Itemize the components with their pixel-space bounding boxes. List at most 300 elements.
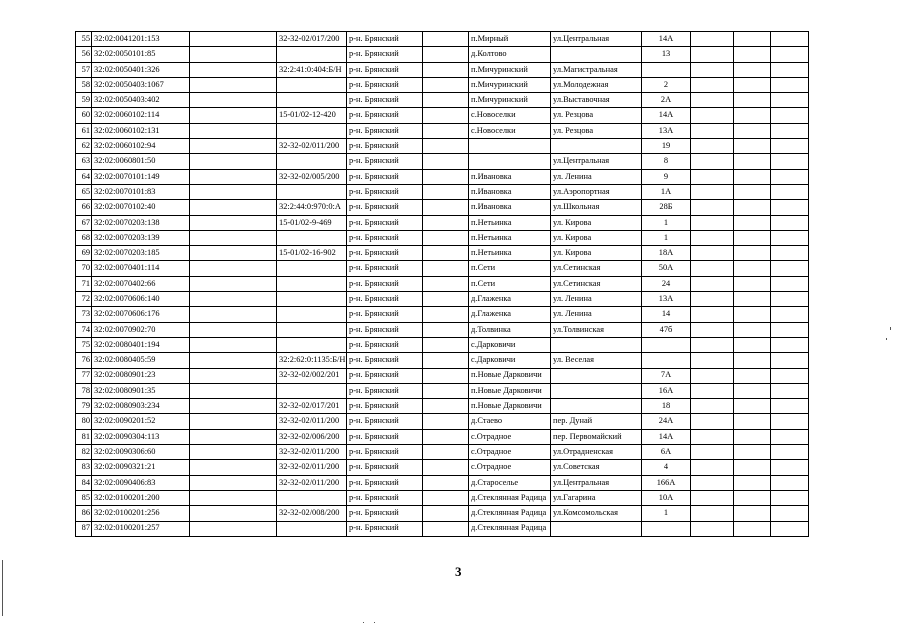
street-cell: ул.Магистральная — [551, 62, 642, 77]
col-empty-5-cell — [771, 261, 809, 276]
col-empty-5-cell — [771, 47, 809, 62]
col-empty-2-cell — [423, 368, 469, 383]
col-empty-1-cell — [190, 292, 277, 307]
registration-number-cell: 32-32-02/017/201 — [277, 399, 347, 414]
col-empty-3-cell — [691, 445, 734, 460]
col-empty-1-cell — [190, 276, 277, 291]
col-empty-4-cell — [734, 123, 771, 138]
house-number-cell: 10А — [642, 490, 691, 505]
col-empty-2-cell — [423, 399, 469, 414]
row-number-cell: 85 — [76, 490, 92, 505]
col-empty-1-cell — [190, 506, 277, 521]
col-empty-4-cell — [734, 246, 771, 261]
col-empty-3-cell — [691, 169, 734, 184]
street-cell — [551, 139, 642, 154]
col-empty-2-cell — [423, 184, 469, 199]
col-empty-2-cell — [423, 445, 469, 460]
col-empty-1-cell — [190, 47, 277, 62]
settlement-cell — [469, 139, 551, 154]
row-number-cell: 62 — [76, 139, 92, 154]
col-empty-4-cell — [734, 429, 771, 444]
registration-number-cell — [277, 230, 347, 245]
cadastral-number-cell: 32:02:0060801:50 — [92, 154, 190, 169]
cadastral-number-cell: 32:02:0090304:113 — [92, 429, 190, 444]
col-empty-1-cell — [190, 62, 277, 77]
col-empty-5-cell — [771, 32, 809, 47]
table-row — [76, 215, 809, 230]
house-number-cell: 50А — [642, 261, 691, 276]
district-cell: р-н. Брянский — [347, 77, 423, 92]
page-number: 3 — [455, 564, 462, 579]
house-number-cell: 4 — [642, 460, 691, 475]
col-empty-5-cell — [771, 307, 809, 322]
col-empty-5-cell — [771, 490, 809, 505]
street-cell — [551, 399, 642, 414]
table-row — [76, 460, 809, 475]
col-empty-4-cell — [734, 62, 771, 77]
table-row — [76, 246, 809, 261]
street-cell — [551, 337, 642, 352]
house-number-cell: 47б — [642, 322, 691, 337]
settlement-cell: с.Дарковичи — [469, 337, 551, 352]
col-empty-3-cell — [691, 246, 734, 261]
row-number-cell: 56 — [76, 47, 92, 62]
house-number-cell — [642, 62, 691, 77]
registration-number-cell: 15-01/02-9-469 — [277, 215, 347, 230]
street-cell: ул.Сетинская — [551, 261, 642, 276]
street-cell: пер. Дунай — [551, 414, 642, 429]
table-body — [76, 32, 809, 537]
house-number-cell: 1 — [642, 215, 691, 230]
settlement-cell: д.Глаженка — [469, 292, 551, 307]
street-cell: ул.Школьная — [551, 200, 642, 215]
house-number-cell: 14А — [642, 429, 691, 444]
row-number-cell: 77 — [76, 368, 92, 383]
col-empty-4-cell — [734, 445, 771, 460]
house-number-cell: 2 — [642, 77, 691, 92]
settlement-cell: с.Дарковичи — [469, 353, 551, 368]
col-empty-4-cell — [734, 261, 771, 276]
col-empty-4-cell — [734, 337, 771, 352]
col-empty-4-cell — [734, 276, 771, 291]
col-empty-4-cell — [734, 490, 771, 505]
row-number-cell: 86 — [76, 506, 92, 521]
district-cell: р-н. Брянский — [347, 93, 423, 108]
scan-speck — [374, 622, 375, 623]
cadastral-number-cell: 32:02:0050403:1067 — [92, 77, 190, 92]
settlement-cell: п.Мичуринский — [469, 93, 551, 108]
col-empty-2-cell — [423, 276, 469, 291]
col-empty-5-cell — [771, 108, 809, 123]
cadastral-number-cell: 32:02:0100201:256 — [92, 506, 190, 521]
cadastral-number-cell: 32:02:0080901:23 — [92, 368, 190, 383]
col-empty-1-cell — [190, 445, 277, 460]
col-empty-1-cell — [190, 353, 277, 368]
house-number-cell: 13 — [642, 47, 691, 62]
settlement-cell: с.Отрадное — [469, 429, 551, 444]
col-empty-1-cell — [190, 307, 277, 322]
settlement-cell: п.Нетьинка — [469, 215, 551, 230]
district-cell: р-н. Брянский — [347, 276, 423, 291]
street-cell: ул. Резцова — [551, 123, 642, 138]
col-empty-3-cell — [691, 490, 734, 505]
house-number-cell — [642, 353, 691, 368]
col-empty-2-cell — [423, 353, 469, 368]
col-empty-5-cell — [771, 445, 809, 460]
district-cell: р-н. Брянский — [347, 215, 423, 230]
col-empty-2-cell — [423, 77, 469, 92]
table-row — [76, 230, 809, 245]
district-cell: р-н. Брянский — [347, 200, 423, 215]
col-empty-4-cell — [734, 169, 771, 184]
settlement-cell: п.Мирный — [469, 32, 551, 47]
registration-number-cell: 32:2:44:0:970:0:А — [277, 200, 347, 215]
settlement-cell: д.Толвинка — [469, 322, 551, 337]
district-cell: р-н. Брянский — [347, 169, 423, 184]
cadastral-number-cell: 32:02:0070606:176 — [92, 307, 190, 322]
table-row — [76, 475, 809, 490]
street-cell — [551, 368, 642, 383]
col-empty-2-cell — [423, 169, 469, 184]
col-empty-5-cell — [771, 215, 809, 230]
scan-speck — [363, 622, 364, 623]
settlement-cell: с.Отрадное — [469, 445, 551, 460]
col-empty-1-cell — [190, 200, 277, 215]
col-empty-3-cell — [691, 123, 734, 138]
settlement-cell: д.Глаженка — [469, 307, 551, 322]
street-cell: ул. Веселая — [551, 353, 642, 368]
house-number-cell: 24А — [642, 414, 691, 429]
row-number-cell: 66 — [76, 200, 92, 215]
registration-number-cell: 32-32-02/002/201 — [277, 368, 347, 383]
registration-number-cell: 32:2:41:0:404:Б/Н — [277, 62, 347, 77]
col-empty-5-cell — [771, 200, 809, 215]
house-number-cell: 28Б — [642, 200, 691, 215]
col-empty-2-cell — [423, 307, 469, 322]
house-number-cell: 8 — [642, 154, 691, 169]
registration-number-cell: 32-32-02/008/200 — [277, 506, 347, 521]
table-row — [76, 429, 809, 444]
row-number-cell: 59 — [76, 93, 92, 108]
house-number-cell: 1 — [642, 230, 691, 245]
registration-number-cell — [277, 490, 347, 505]
col-empty-1-cell — [190, 139, 277, 154]
settlement-cell: д.Колтово — [469, 47, 551, 62]
settlement-cell: п.Мичуринский — [469, 77, 551, 92]
col-empty-2-cell — [423, 383, 469, 398]
cadastral-number-cell: 32:02:0070203:138 — [92, 215, 190, 230]
col-empty-4-cell — [734, 414, 771, 429]
row-number-cell: 73 — [76, 307, 92, 322]
cadastral-number-cell: 32:02:0070902:70 — [92, 322, 190, 337]
row-number-cell: 63 — [76, 154, 92, 169]
col-empty-2-cell — [423, 93, 469, 108]
street-cell: ул.Гагарина — [551, 490, 642, 505]
col-empty-3-cell — [691, 93, 734, 108]
col-empty-2-cell — [423, 62, 469, 77]
col-empty-3-cell — [691, 337, 734, 352]
house-number-cell: 18 — [642, 399, 691, 414]
table-row — [76, 154, 809, 169]
col-empty-2-cell — [423, 108, 469, 123]
district-cell: р-н. Брянский — [347, 490, 423, 505]
col-empty-5-cell — [771, 506, 809, 521]
col-empty-4-cell — [734, 93, 771, 108]
district-cell: р-н. Брянский — [347, 246, 423, 261]
col-empty-5-cell — [771, 460, 809, 475]
col-empty-1-cell — [190, 490, 277, 505]
col-empty-2-cell — [423, 337, 469, 352]
col-empty-4-cell — [734, 475, 771, 490]
settlement-cell: п.Ивановка — [469, 184, 551, 199]
street-cell: ул. Ленина — [551, 169, 642, 184]
col-empty-3-cell — [691, 139, 734, 154]
col-empty-3-cell — [691, 383, 734, 398]
house-number-cell: 9 — [642, 169, 691, 184]
registration-number-cell — [277, 383, 347, 398]
row-number-cell: 72 — [76, 292, 92, 307]
col-empty-2-cell — [423, 261, 469, 276]
cadastral-number-cell: 32:02:0070102:40 — [92, 200, 190, 215]
settlement-cell: п.Ивановка — [469, 169, 551, 184]
registration-number-cell — [277, 47, 347, 62]
district-cell: р-н. Брянский — [347, 445, 423, 460]
street-cell: ул.Комсомольская — [551, 506, 642, 521]
district-cell: р-н. Брянский — [347, 399, 423, 414]
col-empty-4-cell — [734, 230, 771, 245]
cadastral-number-cell: 32:02:0060102:131 — [92, 123, 190, 138]
street-cell: ул. Кирова — [551, 230, 642, 245]
cadastral-number-cell: 32:02:0070101:149 — [92, 169, 190, 184]
street-cell: ул.Центральная — [551, 32, 642, 47]
col-empty-1-cell — [190, 429, 277, 444]
district-cell: р-н. Брянский — [347, 154, 423, 169]
street-cell: ул.Отрадненская — [551, 445, 642, 460]
district-cell: р-н. Брянский — [347, 261, 423, 276]
street-cell: ул. Кирова — [551, 215, 642, 230]
table-row — [76, 32, 809, 47]
col-empty-5-cell — [771, 154, 809, 169]
cadastral-number-cell: 32:02:0090406:83 — [92, 475, 190, 490]
house-number-cell: 14 — [642, 307, 691, 322]
district-cell: р-н. Брянский — [347, 337, 423, 352]
table-row — [76, 93, 809, 108]
street-cell: пер. Первомайский — [551, 429, 642, 444]
col-empty-1-cell — [190, 475, 277, 490]
street-cell: ул.Выставочная — [551, 93, 642, 108]
house-number-cell: 7А — [642, 368, 691, 383]
col-empty-2-cell — [423, 292, 469, 307]
table-row — [76, 123, 809, 138]
col-empty-3-cell — [691, 399, 734, 414]
cadastral-number-cell: 32:02:0080405:59 — [92, 353, 190, 368]
district-cell: р-н. Брянский — [347, 292, 423, 307]
col-empty-2-cell — [423, 414, 469, 429]
col-empty-4-cell — [734, 139, 771, 154]
settlement-cell: д.Староселье — [469, 475, 551, 490]
cadastral-number-cell: 32:02:0090201:52 — [92, 414, 190, 429]
settlement-cell: п.Новые Дарковичи — [469, 383, 551, 398]
col-empty-3-cell — [691, 292, 734, 307]
settlement-cell: п.Новые Дарковичи — [469, 399, 551, 414]
col-empty-4-cell — [734, 215, 771, 230]
col-empty-1-cell — [190, 93, 277, 108]
row-number-cell: 65 — [76, 184, 92, 199]
col-empty-3-cell — [691, 62, 734, 77]
col-empty-3-cell — [691, 77, 734, 92]
col-empty-2-cell — [423, 490, 469, 505]
registration-number-cell: 32-32-02/011/200 — [277, 460, 347, 475]
row-number-cell: 60 — [76, 108, 92, 123]
row-number-cell: 55 — [76, 32, 92, 47]
district-cell: р-н. Брянский — [347, 230, 423, 245]
district-cell: р-н. Брянский — [347, 108, 423, 123]
cadastral-number-cell: 32:02:0070606:140 — [92, 292, 190, 307]
scan-speck — [890, 327, 891, 330]
cadastral-number-cell: 32:02:0080401:194 — [92, 337, 190, 352]
registration-number-cell — [277, 123, 347, 138]
scan-speck — [886, 338, 887, 340]
table-row — [76, 445, 809, 460]
col-empty-3-cell — [691, 184, 734, 199]
table-row — [76, 276, 809, 291]
col-empty-3-cell — [691, 307, 734, 322]
street-cell: ул.Центральная — [551, 475, 642, 490]
registration-number-cell: 15-01/02-12-420 — [277, 108, 347, 123]
settlement-cell: п.Нетьинка — [469, 230, 551, 245]
table-row — [76, 399, 809, 414]
col-empty-3-cell — [691, 521, 734, 536]
cadastral-number-cell: 32:02:0100201:200 — [92, 490, 190, 505]
col-empty-2-cell — [423, 47, 469, 62]
settlement-cell: п.Ивановка — [469, 200, 551, 215]
col-empty-2-cell — [423, 322, 469, 337]
district-cell: р-н. Брянский — [347, 62, 423, 77]
table-row — [76, 184, 809, 199]
col-empty-3-cell — [691, 215, 734, 230]
settlement-cell: д.Стеклянная Радица — [469, 506, 551, 521]
col-empty-5-cell — [771, 230, 809, 245]
settlement-cell: п.Новые Дарковичи — [469, 368, 551, 383]
col-empty-4-cell — [734, 77, 771, 92]
col-empty-2-cell — [423, 200, 469, 215]
table-row — [76, 200, 809, 215]
col-empty-1-cell — [190, 322, 277, 337]
col-empty-3-cell — [691, 368, 734, 383]
table-row — [76, 261, 809, 276]
cadastral-table — [75, 31, 809, 537]
street-cell — [551, 383, 642, 398]
row-number-cell: 75 — [76, 337, 92, 352]
col-empty-5-cell — [771, 337, 809, 352]
col-empty-3-cell — [691, 276, 734, 291]
cadastral-number-cell: 32:02:0080903:234 — [92, 399, 190, 414]
col-empty-3-cell — [691, 108, 734, 123]
settlement-cell: п.Сети — [469, 261, 551, 276]
cadastral-number-cell: 32:02:0041201:153 — [92, 32, 190, 47]
cadastral-number-cell: 32:02:0060102:114 — [92, 108, 190, 123]
col-empty-1-cell — [190, 184, 277, 199]
street-cell — [551, 521, 642, 536]
col-empty-2-cell — [423, 139, 469, 154]
col-empty-4-cell — [734, 353, 771, 368]
row-number-cell: 87 — [76, 521, 92, 536]
registration-number-cell: 32-32-02/005/200 — [277, 169, 347, 184]
street-cell: ул.Советская — [551, 460, 642, 475]
table-row — [76, 322, 809, 337]
registration-number-cell — [277, 337, 347, 352]
col-empty-3-cell — [691, 154, 734, 169]
col-empty-4-cell — [734, 521, 771, 536]
table-row — [76, 353, 809, 368]
col-empty-1-cell — [190, 246, 277, 261]
table-row — [76, 521, 809, 536]
row-number-cell: 82 — [76, 445, 92, 460]
col-empty-4-cell — [734, 184, 771, 199]
house-number-cell: 13А — [642, 123, 691, 138]
street-cell: ул.Аэропортная — [551, 184, 642, 199]
row-number-cell: 78 — [76, 383, 92, 398]
district-cell: р-н. Брянский — [347, 123, 423, 138]
scan-edge-mark — [2, 560, 3, 616]
street-cell: ул. Резцова — [551, 108, 642, 123]
street-cell: ул.Центральная — [551, 154, 642, 169]
registration-number-cell — [277, 521, 347, 536]
cadastral-number-cell: 32:02:0080901:35 — [92, 383, 190, 398]
cadastral-number-cell: 32:02:0070401:114 — [92, 261, 190, 276]
cadastral-number-cell: 32:02:0090306:60 — [92, 445, 190, 460]
col-empty-3-cell — [691, 230, 734, 245]
district-cell: р-н. Брянский — [347, 322, 423, 337]
col-empty-3-cell — [691, 47, 734, 62]
col-empty-4-cell — [734, 368, 771, 383]
col-empty-1-cell — [190, 460, 277, 475]
row-number-cell: 80 — [76, 414, 92, 429]
registration-number-cell — [277, 292, 347, 307]
col-empty-1-cell — [190, 154, 277, 169]
col-empty-3-cell — [691, 32, 734, 47]
col-empty-3-cell — [691, 460, 734, 475]
table-row — [76, 490, 809, 505]
col-empty-5-cell — [771, 475, 809, 490]
table-row — [76, 506, 809, 521]
table-row — [76, 108, 809, 123]
settlement-cell: с.Отрадное — [469, 460, 551, 475]
registration-number-cell — [277, 307, 347, 322]
col-empty-3-cell — [691, 429, 734, 444]
district-cell: р-н. Брянский — [347, 460, 423, 475]
table-row — [76, 62, 809, 77]
settlement-cell: п.Нетьинка — [469, 246, 551, 261]
table-row — [76, 307, 809, 322]
settlement-cell: п.Сети — [469, 276, 551, 291]
col-empty-2-cell — [423, 246, 469, 261]
registration-number-cell: 32-32-02/011/200 — [277, 139, 347, 154]
table-row — [76, 47, 809, 62]
registration-number-cell: 32-32-02/006/200 — [277, 429, 347, 444]
col-empty-1-cell — [190, 215, 277, 230]
street-cell — [551, 47, 642, 62]
table-row — [76, 368, 809, 383]
cadastral-number-cell: 32:02:0090321:21 — [92, 460, 190, 475]
col-empty-4-cell — [734, 200, 771, 215]
col-empty-2-cell — [423, 460, 469, 475]
col-empty-3-cell — [691, 261, 734, 276]
col-empty-4-cell — [734, 399, 771, 414]
col-empty-4-cell — [734, 32, 771, 47]
row-number-cell: 84 — [76, 475, 92, 490]
row-number-cell: 68 — [76, 230, 92, 245]
